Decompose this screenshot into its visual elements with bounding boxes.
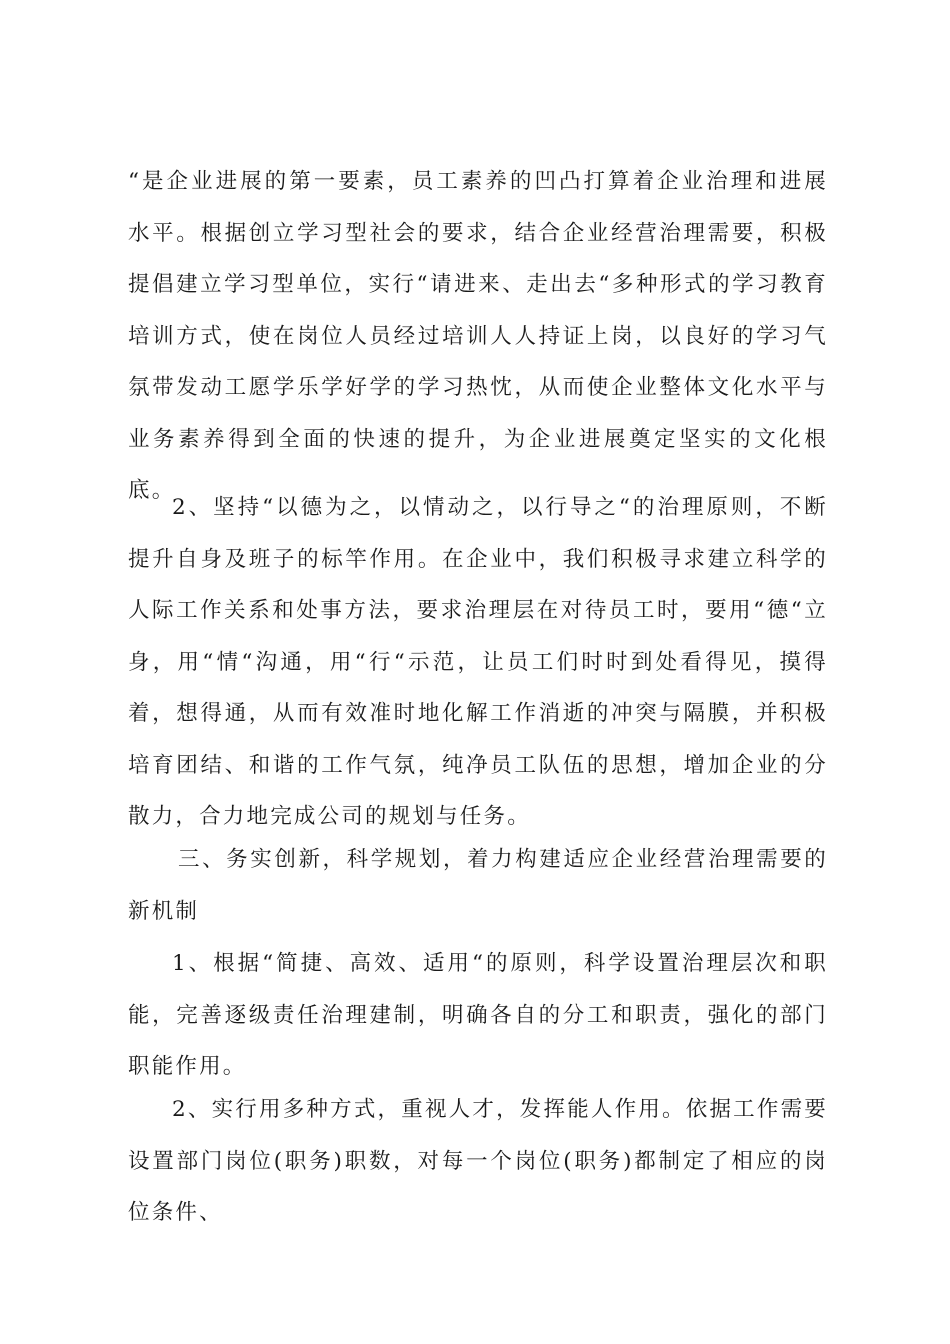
paragraph-management-structure: 1、根据“简捷、高效、适用“的原则，科学设置治理层次和职能，完善逐级责任治理建制，明确各自的分工和职责，强化的部门职能作用。 [128,951,828,1079]
section-heading-new-mechanism: 三、务实创新，科学规划，着力构建适应企业经营治理需要的新机制 [128,847,828,924]
paragraph-management-principle: 2、坚持“以德为之，以情动之，以行导之“的治理原则，不断提升自身及班子的标竿作用。在企业中，我们积极寻求建立科学的人际工作关系和处事方法，要求治理层在对待员工时，要用“德“立身，用“情“沟通，用“行“示范，让员工们时时到处看得见，摸得着，想得通，从而有效准时地化解工作消逝的冲突与隔膜，并积极培育团结、和谐的工作气氛，纯净员工队伍的思想，增加企业的分散力，合力地完成公司的规划与任务。 [128,495,828,829]
paragraph-talent-usage: 2、实行用多种方式，重视人才，发挥能人作用。依据工作需要设置部门岗位(职务)职数，对每一个岗位(职务)都制定了相应的岗位条件、 [128,1097,828,1225]
paragraph-learning-organization: “是企业进展的第一要素，员工素养的凹凸打算着企业治理和进展水平。根据创立学习型社会的要求，结合企业经营治理需要，积极提倡建立学习型单位，实行“请进来、走出去“多种形式的学习教育培训方式，使在岗位人员经过培训人人持证上岗，以良好的学习气氛带发动工愿学乐学好学的学习热忱，从而使企业整体文化水平与业务素养得到全面的快速的提升，为企业进展奠定坚实的文化根底。 [128,169,828,503]
